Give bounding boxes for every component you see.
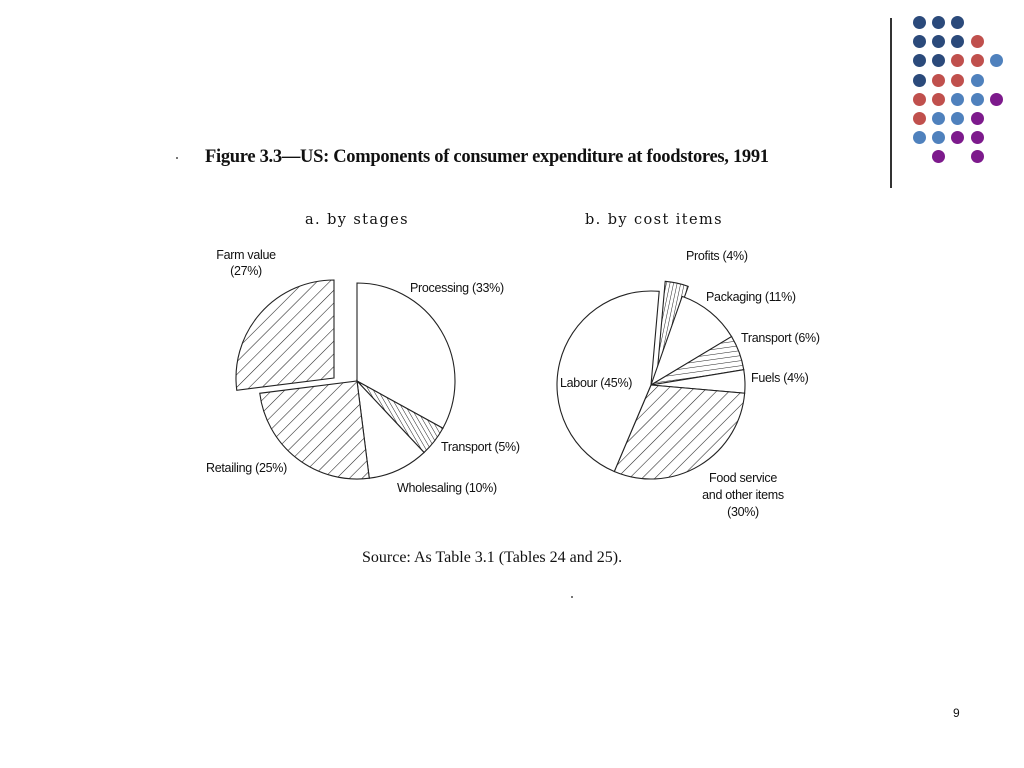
pie-chart-by-cost-items <box>557 249 820 519</box>
chart-b-title: b. by cost items <box>585 212 723 228</box>
slice-label-labour: Labour (45%) <box>560 376 633 390</box>
figure-source: Source: As Table 3.1 (Tables 24 and 25). <box>362 549 623 566</box>
slice-label-farm-value: Farm value (27%) <box>216 248 276 278</box>
slice-label-packaging: Packaging (11%) <box>706 290 796 304</box>
slice-label-transport: Transport (5%) <box>441 440 520 454</box>
slice-label-wholesaling: Wholesaling (10%) <box>397 481 497 495</box>
scan-speck <box>571 596 573 598</box>
slice-label-transport: Transport (6%) <box>741 331 820 345</box>
scan-speck <box>176 157 178 159</box>
pie-chart-by-stages <box>206 248 520 495</box>
page-number: 9 <box>953 706 960 720</box>
chart-a-title: a. by stages <box>305 212 409 228</box>
slice-label-retailing: Retailing (25%) <box>206 461 287 475</box>
slice-label-profits: Profits (4%) <box>686 249 748 263</box>
pie-slice-farm-value <box>236 280 334 390</box>
slice-label-processing: Processing (33%) <box>410 281 504 295</box>
slice-label-food-service-and-other-items: Food service and other items (30%) <box>702 471 784 519</box>
slice-label-fuels: Fuels (4%) <box>751 371 809 385</box>
figure-title: Figure 3.3—US: Components of consumer expenditure at foodstores, 1991 <box>205 147 769 167</box>
